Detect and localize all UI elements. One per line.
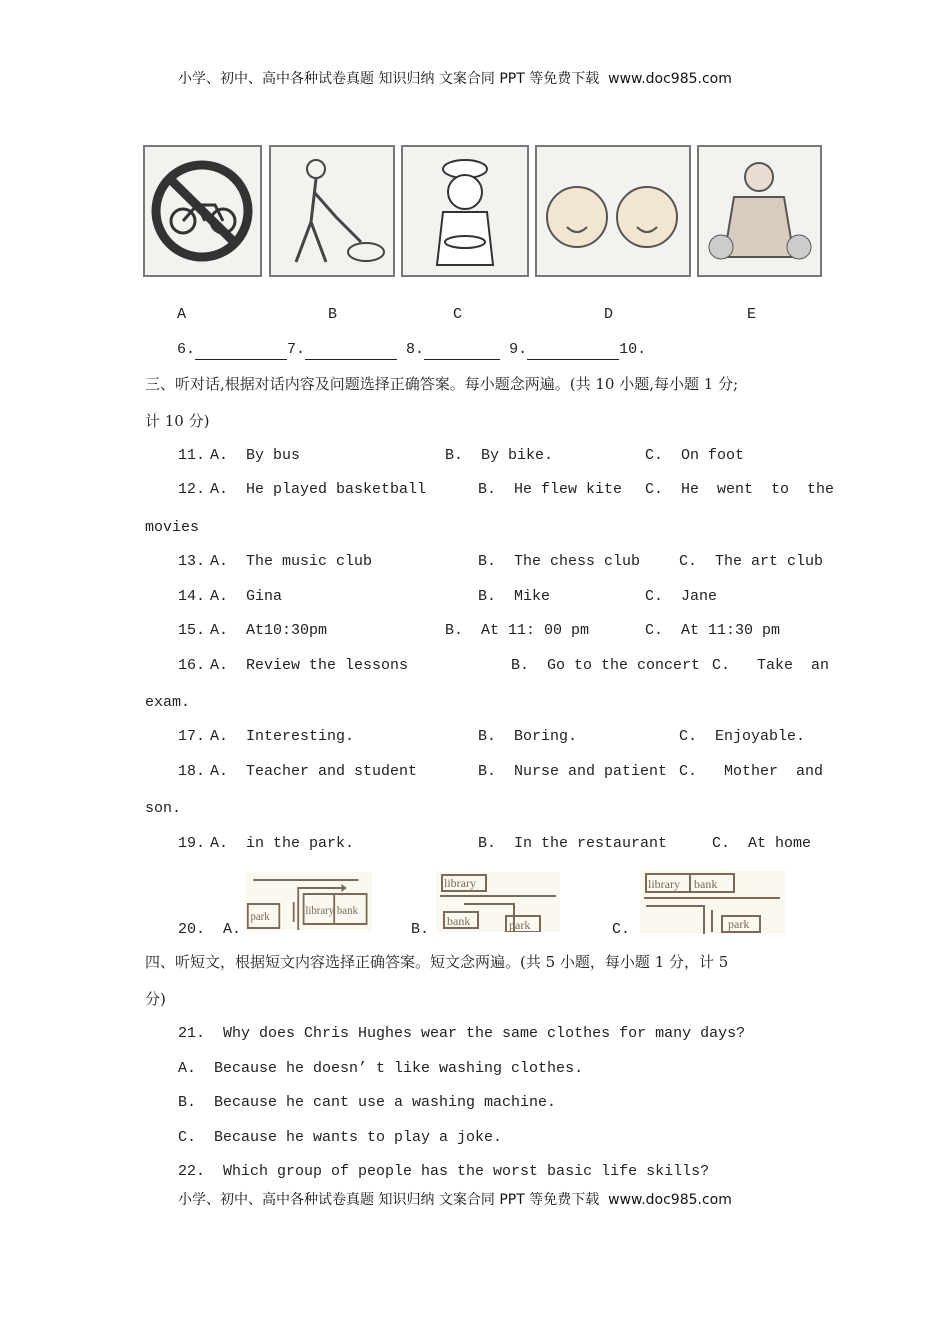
map-b-bank: bank: [447, 914, 471, 928]
page-header: 小学、初中、高中各种试卷真题 知识归纳 文案合同 PPT 等免费下载 www.doc985.com: [178, 71, 732, 87]
blank-label-7: 7.: [287, 341, 306, 358]
q18-option-c-cont: son.: [145, 800, 182, 817]
blank-label-8: 8.: [406, 341, 425, 358]
q12-option-c-cont: movies: [145, 519, 200, 536]
q20-option-b-label: B.: [411, 921, 430, 938]
q18-option-c: C. Mother and: [679, 763, 824, 780]
q21-option-a: A. Because he doesn’ t like washing clothes.: [178, 1060, 584, 1077]
picture-label-a: A: [177, 306, 187, 323]
q11-number: 11.: [178, 447, 206, 464]
q22-stem: 22. Which group of people has the worst basic life skills?: [178, 1163, 710, 1180]
picture-c-cook-icon: [401, 145, 529, 277]
q17-option-c: C. Enjoyable.: [679, 728, 806, 745]
q19-option-b: B. In the restaurant: [478, 835, 668, 852]
picture-b-man-walking-dog-icon: [269, 145, 395, 277]
q14-option-b: B. Mike: [478, 588, 551, 605]
blank-9[interactable]: [527, 345, 619, 360]
blank-label-9: 9.: [509, 341, 528, 358]
picture-label-b: B: [328, 306, 338, 323]
map-b-park: park: [509, 918, 531, 932]
q20-option-c-label: C.: [612, 921, 631, 938]
q16-option-c-cont: exam.: [145, 694, 191, 711]
picture-label-e: E: [747, 306, 757, 323]
section4-title-cont: 分): [145, 990, 166, 1008]
blank-7[interactable]: [305, 345, 397, 360]
q18-option-b: B. Nurse and patient: [478, 763, 668, 780]
q21-option-c: C. Because he wants to play a joke.: [178, 1129, 503, 1146]
q13-option-a: A. The music club: [210, 553, 373, 570]
blank-label-6: 6.: [177, 341, 196, 358]
q16-number: 16.: [178, 657, 206, 674]
q19-number: 19.: [178, 835, 206, 852]
q20-option-a-label: 20. A.: [178, 921, 242, 938]
page-footer: 小学、初中、高中各种试卷真题 知识归纳 文案合同 PPT 等免费下载 www.doc985.com: [178, 1192, 732, 1208]
q19-option-a: A. in the park.: [210, 835, 355, 852]
q13-option-b: B. The chess club: [478, 553, 641, 570]
q18-number: 18.: [178, 763, 206, 780]
q13-option-c: C. The art club: [679, 553, 824, 570]
q11-option-a: A. By bus: [210, 447, 301, 464]
picture-a-no-bicycle-icon: [143, 145, 262, 277]
q12-option-c: C. He went to the: [645, 481, 835, 498]
picture-label-c: C: [453, 306, 463, 323]
q20-map-b: [436, 872, 560, 932]
q14-option-c: C. Jane: [645, 588, 718, 605]
q12-option-b: B. He flew kite: [478, 481, 623, 498]
blank-8[interactable]: [424, 345, 500, 360]
map-c-library: library: [648, 877, 680, 891]
q18-option-a: A. Teacher and student: [210, 763, 418, 780]
q12-number: 12.: [178, 481, 206, 498]
section3-title-cont: 计 10 分): [145, 412, 210, 430]
q15-option-a: A. At10:30pm: [210, 622, 328, 639]
map-b-library: library: [444, 876, 476, 890]
q16-option-b: B. Go to the concert: [511, 657, 701, 674]
q17-option-a: A. Interesting.: [210, 728, 355, 745]
q17-number: 17.: [178, 728, 206, 745]
map-a-library: library: [305, 904, 335, 918]
answer-blanks: [177, 340, 646, 360]
picture-label-d: D: [604, 306, 614, 323]
blank-6[interactable]: [195, 345, 287, 360]
map-a-park: park: [250, 910, 270, 924]
section3-title: 三、听对话,根据对话内容及问题选择正确答案。每小题念两遍。(共 10 小题,每小题 1 分;: [145, 375, 739, 393]
q15-option-b: B. At 11: 00 pm: [445, 622, 590, 639]
q16-option-a: A. Review the lessons: [210, 657, 409, 674]
map-c-bank: bank: [694, 877, 718, 891]
q17-option-b: B. Boring.: [478, 728, 578, 745]
q20-map-c: [640, 870, 785, 934]
q20-map-a: [246, 872, 372, 930]
map-a-bank: bank: [336, 904, 358, 918]
q12-option-a: A. He played basketball: [210, 481, 427, 498]
picture-e-grandma-toys-icon: [697, 145, 822, 277]
q15-number: 15.: [178, 622, 206, 639]
q16-option-c: C. Take an: [712, 657, 830, 674]
map-c-park: park: [728, 917, 750, 931]
q19-option-c: C. At home: [712, 835, 812, 852]
q14-number: 14.: [178, 588, 206, 605]
q13-number: 13.: [178, 553, 206, 570]
q11-option-c: C. On foot: [645, 447, 745, 464]
blank-label-10: 10.: [619, 341, 647, 358]
picture-d-oranges-icon: [535, 145, 691, 277]
q11-option-b: B. By bike.: [445, 447, 554, 464]
section4-title: 四、听短文，根据短文内容选择正确答案。短文念两遍。(共 5 小题，每小题 1 分，计 5: [145, 953, 729, 971]
q14-option-a: A. Gina: [210, 588, 283, 605]
q21-stem: 21. Why does Chris Hughes wear the same clothes for many days?: [178, 1025, 746, 1042]
q15-option-c: C. At 11:30 pm: [645, 622, 781, 639]
q21-option-b: B. Because he cant use a washing machine.: [178, 1094, 557, 1111]
